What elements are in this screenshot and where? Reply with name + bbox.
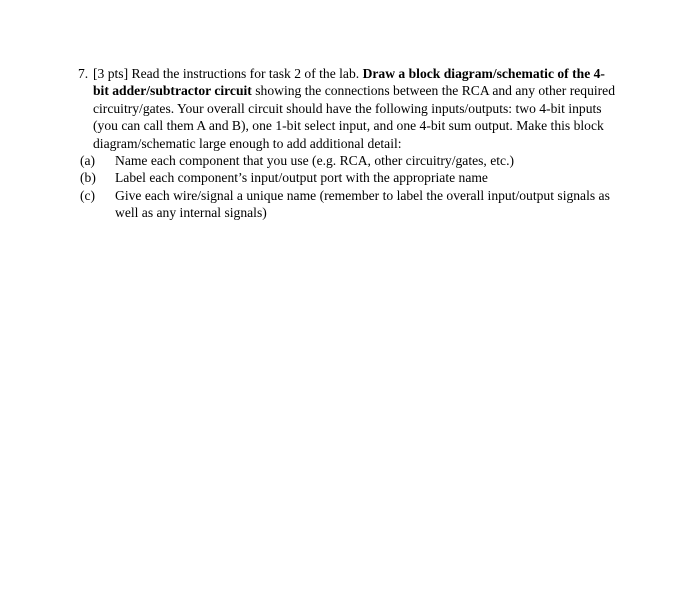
stem-text: (you can call them A and B), one 1-bit select input, and one 4-bit sum output. Make this block <box>93 118 604 134</box>
sub-question-text: Label each component’s input/output port with the appropriate name <box>115 170 488 186</box>
stem-line <box>93 100 658 117</box>
stem-line <box>93 82 658 99</box>
question-7 <box>78 65 658 222</box>
stem-text: diagram/schematic large enough to add additional detail: <box>93 135 402 151</box>
stem-text: showing the connections between the RCA and any other required <box>251 83 616 99</box>
stem-bold-text: bit adder/subtractor circuit <box>93 83 252 99</box>
stem-bold-text: Draw a block diagram/schematic of the 4- <box>362 66 605 81</box>
sub-question-label: (a) <box>80 153 96 169</box>
stem-text: circuitry/gates. Your overall circuit should have the following inputs/outputs: two 4-bit inputs <box>93 100 602 116</box>
sub-question-c <box>78 187 658 222</box>
question-number: 7. <box>78 66 89 81</box>
sub-question-list <box>78 152 658 222</box>
sub-question-b <box>78 169 658 186</box>
stem-text: [3 pts] Read the instructions for task 2 of the lab. <box>93 66 363 81</box>
stem-line <box>93 65 658 82</box>
sub-question-text: Give each wire/signal a unique name (remember to label the overall input/output signals as <box>115 187 610 203</box>
stem-line <box>93 135 658 152</box>
sub-question-text: Name each component that you use (e.g. RCA, other circuitry/gates, etc.) <box>115 153 514 169</box>
sub-question-label: (c) <box>80 187 96 203</box>
sub-question-label: (b) <box>80 170 96 186</box>
sub-question-a <box>78 152 658 169</box>
stem-line <box>93 117 658 134</box>
sub-question-text: well as any internal signals) <box>115 205 267 221</box>
question-stem <box>78 65 658 152</box>
